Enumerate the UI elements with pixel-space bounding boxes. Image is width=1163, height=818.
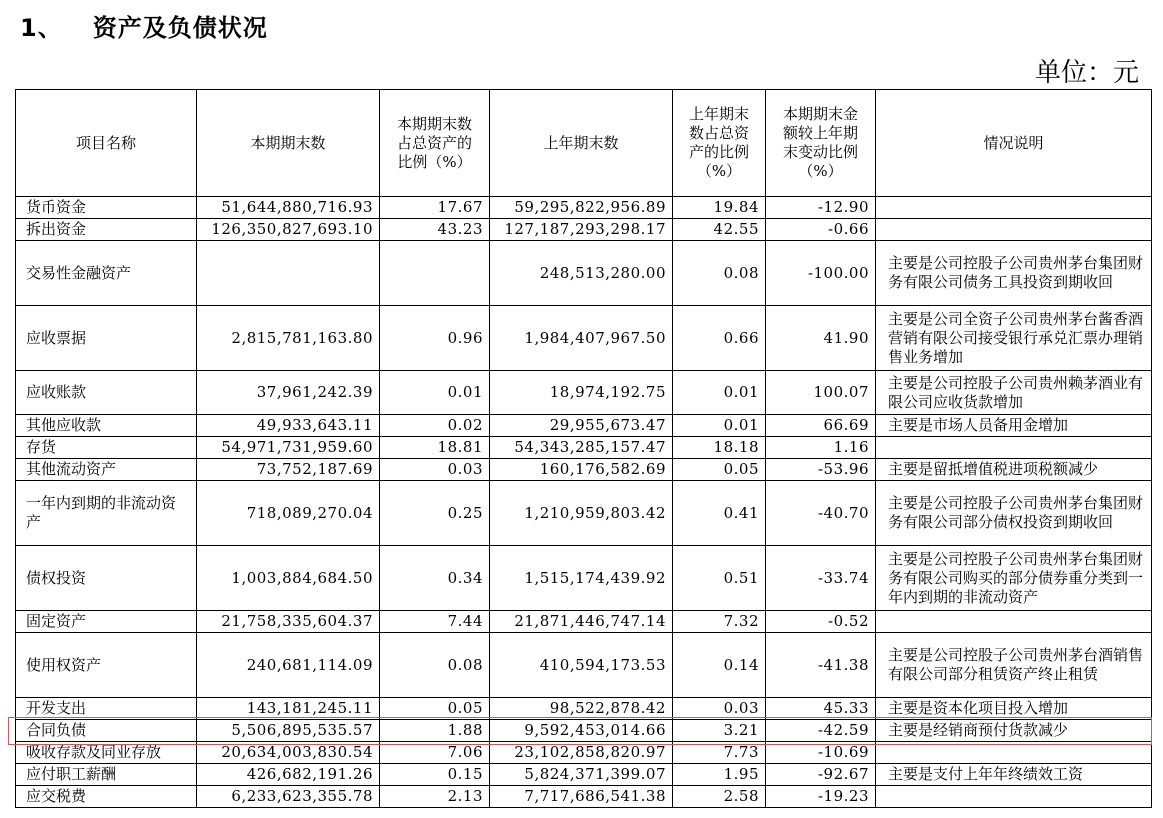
table-row — [16, 742, 1152, 764]
cell-name: 开发支出 — [16, 698, 197, 720]
cell-previous-ratio: 0.51 — [673, 546, 766, 611]
cell-previous-ratio: 1.95 — [673, 764, 766, 786]
cell-previous-ratio: 2.58 — [673, 786, 766, 808]
cell-change: -0.52 — [766, 611, 876, 633]
cell-current — [197, 241, 380, 306]
cell-previous-ratio: 18.18 — [673, 437, 766, 459]
cell-note — [876, 197, 1152, 219]
cell-name: 其他应收款 — [16, 415, 197, 437]
cell-note: 主要是经销商预付货款减少 — [876, 720, 1152, 742]
cell-previous-ratio: 0.03 — [673, 698, 766, 720]
table-row — [16, 306, 1152, 371]
cell-current: 126,350,827,693.10 — [197, 219, 380, 241]
section-title — [20, 8, 268, 43]
cell-note: 主要是资本化项目投入增加 — [876, 698, 1152, 720]
cell-note: 主要是留抵增值税进项税额减少 — [876, 459, 1152, 481]
table-row — [16, 611, 1152, 633]
cell-change: -12.90 — [766, 197, 876, 219]
cell-current-ratio: 17.67 — [380, 197, 490, 219]
cell-note — [876, 786, 1152, 808]
table-row — [16, 197, 1152, 219]
cell-note: 主要是公司控股子公司贵州茅台集团财务有限公司债务工具投资到期收回 — [876, 241, 1152, 306]
cell-previous-ratio: 0.01 — [673, 371, 766, 415]
cell-current-ratio: 0.25 — [380, 481, 490, 546]
cell-current: 54,971,731,959.60 — [197, 437, 380, 459]
cell-current-ratio: 0.02 — [380, 415, 490, 437]
table-row — [16, 698, 1152, 720]
cell-current: 426,682,191.26 — [197, 764, 380, 786]
cell-previous-ratio: 0.05 — [673, 459, 766, 481]
cell-note: 主要是公司控股子公司贵州茅台集团财务有限公司购买的部分债券重分类到一年内到期的非流动资产 — [876, 546, 1152, 611]
cell-current-ratio: 0.05 — [380, 698, 490, 720]
cell-change: 1.16 — [766, 437, 876, 459]
cell-change: 45.33 — [766, 698, 876, 720]
cell-note: 主要是公司控股子公司贵州茅台酒销售有限公司部分租赁资产终止租赁 — [876, 633, 1152, 698]
cell-change: 100.07 — [766, 371, 876, 415]
cell-name: 交易性金融资产 — [16, 241, 197, 306]
cell-previous-ratio: 19.84 — [673, 197, 766, 219]
cell-previous-ratio: 3.21 — [673, 720, 766, 742]
table-row — [16, 459, 1152, 481]
cell-current: 240,681,114.09 — [197, 633, 380, 698]
cell-name: 货币资金 — [16, 197, 197, 219]
cell-current: 2,815,781,163.80 — [197, 306, 380, 371]
cell-current-ratio: 18.81 — [380, 437, 490, 459]
cell-previous: 410,594,173.53 — [490, 633, 673, 698]
cell-current: 73,752,187.69 — [197, 459, 380, 481]
cell-change: -100.00 — [766, 241, 876, 306]
cell-note — [876, 611, 1152, 633]
cell-name: 债权投资 — [16, 546, 197, 611]
cell-change: -42.59 — [766, 720, 876, 742]
header-previous-ratio: 上年期末数占总资产的比例（%） — [673, 90, 766, 197]
cell-current-ratio: 0.01 — [380, 371, 490, 415]
cell-previous-ratio: 0.14 — [673, 633, 766, 698]
table-row — [16, 764, 1152, 786]
header-note: 情况说明 — [876, 90, 1152, 197]
cell-previous: 7,717,686,541.38 — [490, 786, 673, 808]
cell-name: 其他流动资产 — [16, 459, 197, 481]
table-row — [16, 437, 1152, 459]
cell-name: 使用权资产 — [16, 633, 197, 698]
cell-name: 存货 — [16, 437, 197, 459]
cell-previous-ratio: 7.32 — [673, 611, 766, 633]
cell-current: 21,758,335,604.37 — [197, 611, 380, 633]
header-current-ratio: 本期期末数占总资产的比例（%） — [380, 90, 490, 197]
cell-previous: 54,343,285,157.47 — [490, 437, 673, 459]
cell-previous: 1,515,174,439.92 — [490, 546, 673, 611]
cell-change: -92.67 — [766, 764, 876, 786]
cell-name: 应收账款 — [16, 371, 197, 415]
cell-name: 应付职工薪酬 — [16, 764, 197, 786]
cell-change: -40.70 — [766, 481, 876, 546]
cell-name: 应交税费 — [16, 786, 197, 808]
cell-current: 143,181,245.11 — [197, 698, 380, 720]
section-heading: 资产及负债状况 — [92, 14, 268, 42]
cell-previous: 1,984,407,967.50 — [490, 306, 673, 371]
cell-note — [876, 437, 1152, 459]
cell-note: 主要是公司全资子公司贵州茅台酱香酒营销有限公司接受银行承兑汇票办理销售业务增加 — [876, 306, 1152, 371]
cell-change: -0.66 — [766, 219, 876, 241]
header-previous: 上年期末数 — [490, 90, 673, 197]
cell-current-ratio: 43.23 — [380, 219, 490, 241]
cell-previous: 5,824,371,399.07 — [490, 764, 673, 786]
cell-name: 固定资产 — [16, 611, 197, 633]
cell-name: 合同负债 — [16, 720, 197, 742]
table-row — [16, 371, 1152, 415]
table-header-row — [16, 90, 1152, 197]
cell-change: -41.38 — [766, 633, 876, 698]
header-name: 项目名称 — [16, 90, 197, 197]
cell-current-ratio — [380, 241, 490, 306]
cell-current: 51,644,880,716.93 — [197, 197, 380, 219]
cell-current-ratio: 0.08 — [380, 633, 490, 698]
cell-change: -53.96 — [766, 459, 876, 481]
cell-previous-ratio: 0.66 — [673, 306, 766, 371]
cell-name: 吸收存款及同业存放 — [16, 742, 197, 764]
cell-current-ratio: 0.15 — [380, 764, 490, 786]
cell-previous: 248,513,280.00 — [490, 241, 673, 306]
cell-change: 41.90 — [766, 306, 876, 371]
cell-previous: 23,102,858,820.97 — [490, 742, 673, 764]
cell-previous-ratio: 0.41 — [673, 481, 766, 546]
cell-note: 主要是市场人员备用金增加 — [876, 415, 1152, 437]
cell-previous: 127,187,293,298.17 — [490, 219, 673, 241]
cell-current: 6,233,623,355.78 — [197, 786, 380, 808]
cell-current-ratio: 7.06 — [380, 742, 490, 764]
cell-previous: 160,176,582.69 — [490, 459, 673, 481]
cell-previous-ratio: 42.55 — [673, 219, 766, 241]
cell-previous: 98,522,878.42 — [490, 698, 673, 720]
table-row — [16, 219, 1152, 241]
cell-previous-ratio: 7.73 — [673, 742, 766, 764]
cell-current: 49,933,643.11 — [197, 415, 380, 437]
cell-current-ratio: 0.34 — [380, 546, 490, 611]
table-row — [16, 720, 1152, 742]
table-row — [16, 415, 1152, 437]
cell-current: 20,634,003,830.54 — [197, 742, 380, 764]
table-row — [16, 786, 1152, 808]
section-number: 1、 — [20, 14, 63, 42]
assets-liabilities-table — [15, 89, 1152, 808]
cell-name: 一年内到期的非流动资产 — [16, 481, 197, 546]
cell-previous-ratio: 0.08 — [673, 241, 766, 306]
unit-label: 单位：元 — [1034, 58, 1139, 88]
cell-current-ratio: 0.03 — [380, 459, 490, 481]
table-row — [16, 633, 1152, 698]
cell-current-ratio: 0.96 — [380, 306, 490, 371]
cell-current-ratio: 7.44 — [380, 611, 490, 633]
cell-current: 37,961,242.39 — [197, 371, 380, 415]
cell-current: 5,506,895,535.57 — [197, 720, 380, 742]
cell-name: 应收票据 — [16, 306, 197, 371]
cell-note — [876, 742, 1152, 764]
cell-current-ratio: 1.88 — [380, 720, 490, 742]
cell-previous: 21,871,446,747.14 — [490, 611, 673, 633]
cell-current: 718,089,270.04 — [197, 481, 380, 546]
table-row — [16, 241, 1152, 306]
cell-change: -33.74 — [766, 546, 876, 611]
cell-previous: 18,974,192.75 — [490, 371, 673, 415]
cell-note: 主要是公司控股子公司贵州茅台集团财务有限公司部分债权投资到期收回 — [876, 481, 1152, 546]
header-current: 本期期末数 — [197, 90, 380, 197]
table-row — [16, 481, 1152, 546]
cell-current: 1,003,884,684.50 — [197, 546, 380, 611]
table-row — [16, 546, 1152, 611]
cell-previous: 9,592,453,014.66 — [490, 720, 673, 742]
cell-note: 主要是公司控股子公司贵州赖茅酒业有限公司应收货款增加 — [876, 371, 1152, 415]
cell-current-ratio: 2.13 — [380, 786, 490, 808]
cell-note: 主要是支付上年年终绩效工资 — [876, 764, 1152, 786]
cell-change: 66.69 — [766, 415, 876, 437]
cell-previous: 1,210,959,803.42 — [490, 481, 673, 546]
header-change: 本期期末金额较上年期末变动比例（%） — [766, 90, 876, 197]
cell-note — [876, 219, 1152, 241]
cell-previous: 59,295,822,956.89 — [490, 197, 673, 219]
cell-name: 拆出资金 — [16, 219, 197, 241]
cell-change: -19.23 — [766, 786, 876, 808]
cell-previous: 29,955,673.47 — [490, 415, 673, 437]
cell-change: -10.69 — [766, 742, 876, 764]
cell-previous-ratio: 0.01 — [673, 415, 766, 437]
